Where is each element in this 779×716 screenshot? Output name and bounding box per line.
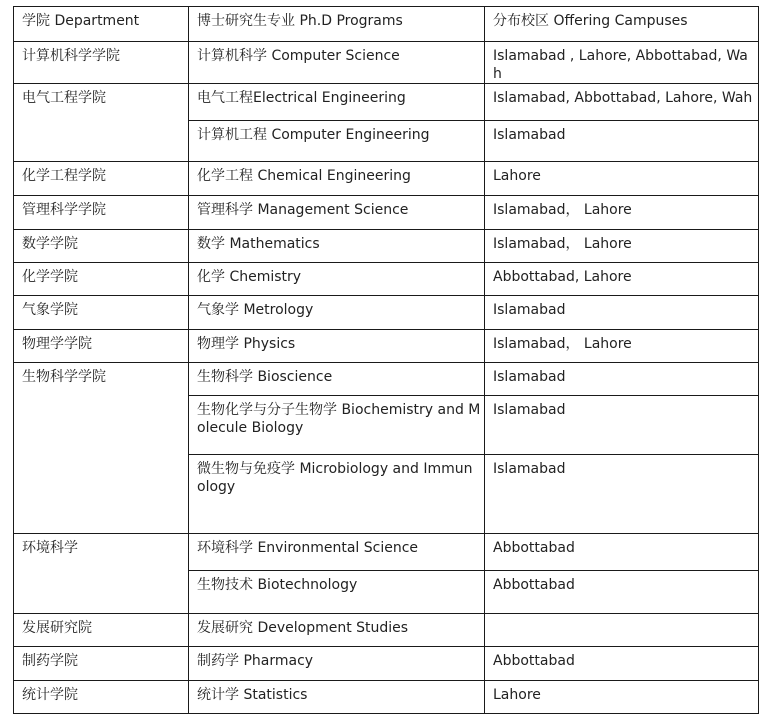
table-row	[14, 196, 759, 230]
header-department: 学院 Department	[14, 7, 189, 42]
table-row	[14, 681, 759, 714]
campuses-cell: Islamabad， Lahore	[485, 196, 759, 230]
header-campuses: 分布校区 Offering Campuses	[485, 7, 759, 42]
campuses-cell: Abbottabad	[485, 647, 759, 681]
campuses-cell: Islamabad, Abbottabad, Lahore, Wah	[485, 84, 759, 121]
campuses-cell: Islamabad， Lahore	[485, 330, 759, 363]
program-cell: 计算机工程 Computer Engineering	[189, 121, 485, 162]
table-row	[14, 84, 759, 121]
campuses-cell: Islamabad， Lahore	[485, 230, 759, 263]
department-cell: 化学工程学院	[14, 162, 189, 196]
department-cell: 物理学学院	[14, 330, 189, 363]
department-cell: 电气工程学院	[14, 84, 189, 162]
table-row	[14, 534, 759, 571]
program-cell: 化学工程 Chemical Engineering	[189, 162, 485, 196]
program-cell: 计算机科学 Computer Science	[189, 42, 485, 84]
campuses-cell: Lahore	[485, 681, 759, 714]
department-cell: 环境科学	[14, 534, 189, 614]
department-cell: 统计学院	[14, 681, 189, 714]
program-cell: 发展研究 Development Studies	[189, 614, 485, 647]
department-cell: 发展研究院	[14, 614, 189, 647]
campuses-cell: Islamabad	[485, 363, 759, 396]
department-cell: 化学学院	[14, 263, 189, 296]
phd-programs-table	[13, 6, 759, 714]
program-cell: 生物技术 Biotechnology	[189, 571, 485, 614]
table-row	[14, 363, 759, 396]
campuses-cell: Islamabad	[485, 455, 759, 534]
department-cell: 管理科学学院	[14, 196, 189, 230]
table-row	[14, 263, 759, 296]
program-cell: 生物科学 Bioscience	[189, 363, 485, 396]
campuses-cell: Islamabad	[485, 296, 759, 330]
table-row	[14, 614, 759, 647]
campuses-cell: Abbottabad	[485, 534, 759, 571]
program-cell: 制药学 Pharmacy	[189, 647, 485, 681]
program-cell: 微生物与免疫学 Microbiology and Immunology	[189, 455, 485, 534]
campuses-cell: Lahore	[485, 162, 759, 196]
table-row	[14, 296, 759, 330]
program-cell: 统计学 Statistics	[189, 681, 485, 714]
table-row	[14, 230, 759, 263]
campuses-cell: Islamabad	[485, 396, 759, 455]
program-cell: 电气工程Electrical Engineering	[189, 84, 485, 121]
campuses-cell: Abbottabad	[485, 571, 759, 614]
table-row	[14, 647, 759, 681]
header-programs: 博士研究生专业 Ph.D Programs	[189, 7, 485, 42]
program-cell: 生物化学与分子生物学 Biochemistry and Molecule Biology	[189, 396, 485, 455]
program-cell: 化学 Chemistry	[189, 263, 485, 296]
department-cell: 生物科学学院	[14, 363, 189, 534]
department-cell: 计算机科学学院	[14, 42, 189, 84]
table-row	[14, 162, 759, 196]
program-cell: 数学 Mathematics	[189, 230, 485, 263]
department-cell: 气象学院	[14, 296, 189, 330]
campuses-cell: Abbottabad, Lahore	[485, 263, 759, 296]
program-cell: 管理科学 Management Science	[189, 196, 485, 230]
table-header-row	[14, 7, 759, 42]
table-row	[14, 330, 759, 363]
campuses-cell	[485, 614, 759, 647]
campuses-cell: Islamabad	[485, 121, 759, 162]
campuses-cell: Islamabad , Lahore, Abbottabad, Wah	[485, 42, 759, 84]
program-cell: 物理学 Physics	[189, 330, 485, 363]
department-cell: 制药学院	[14, 647, 189, 681]
program-cell: 环境科学 Environmental Science	[189, 534, 485, 571]
table-row	[14, 42, 759, 84]
department-cell: 数学学院	[14, 230, 189, 263]
program-cell: 气象学 Metrology	[189, 296, 485, 330]
